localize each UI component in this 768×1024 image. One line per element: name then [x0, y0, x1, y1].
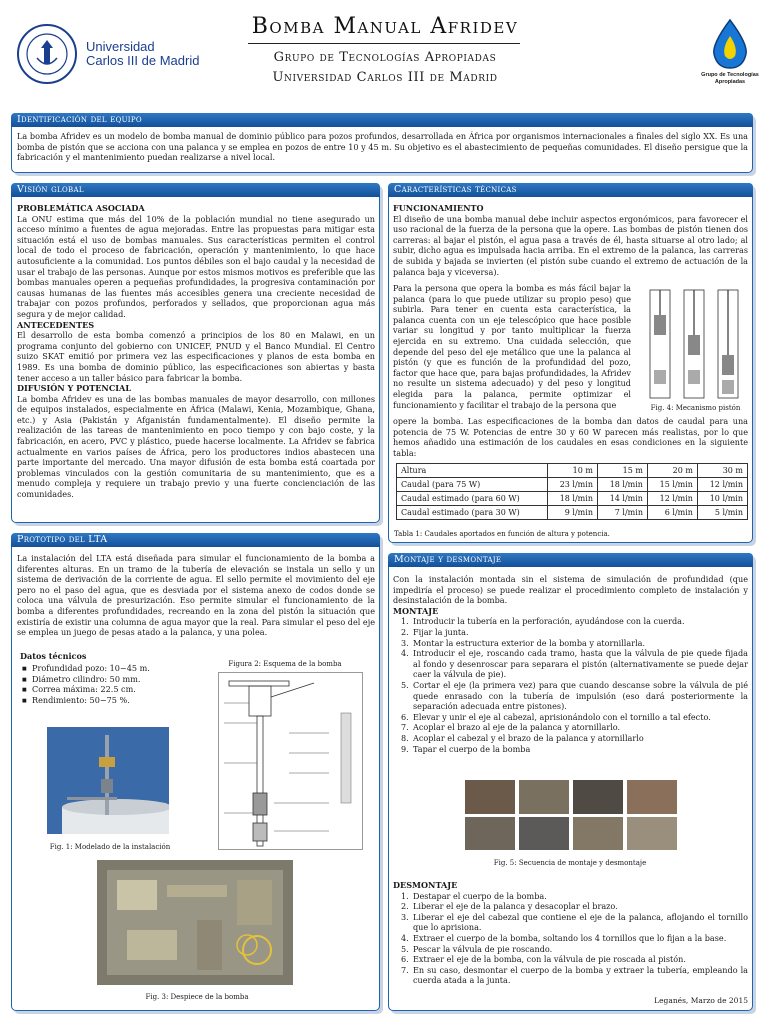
- datos-item: ■ Correa máxima: 22.5 cm.: [20, 684, 200, 695]
- sequence-photo: [465, 817, 515, 850]
- table-cell: 18 l/min: [597, 478, 647, 492]
- table-header-row: [397, 464, 748, 478]
- desmontaje-title: DESMONTAJE: [393, 880, 458, 890]
- footer-place-date: Leganés, Marzo de 2015: [654, 996, 748, 1005]
- montaje-heading: Montaje y desmontaje: [388, 553, 753, 567]
- sequence-photo: [573, 780, 623, 814]
- datos-tecnicos: [20, 651, 200, 705]
- table-cell: 14 l/min: [597, 492, 647, 506]
- montaje-step: Montar la estructura exterior de la bomba y atornillarla.: [413, 637, 646, 648]
- table-cell: Caudal (para 75 W): [397, 478, 548, 492]
- desmontaje-step: Destapar el cuerpo de la bomba.: [413, 890, 547, 901]
- antecedentes-title: ANTECEDENTES: [17, 319, 95, 330]
- desmontaje-step: Extraer el eje de la bomba, con la válvula de pie roscada al pistón.: [413, 954, 686, 965]
- table-cell: 10 l/min: [697, 492, 747, 506]
- identificacion-text: La bomba Afridev es un modelo de bomba manual de dominio público para pozos profundos, desarrollada en África por organismos internacionales a finales del siglo XX. Es una bomba de pistón que se acciona con una palanca y se emplea en pozos de entre 10 y 45 m. Su objetivo es el abastecimiento de pequeñas comunidades. El diseño persigue que la fabricación y el mantenimiento puedan realizarse a nivel local.: [17, 131, 748, 163]
- funcionamiento-title: FUNCIONAMIENTO: [393, 203, 484, 213]
- antecedentes-text: El desarrollo de esta bomba comenzó a principios de los 80 en Malawi, en un programa conjunto del gobierno con UNICEF, PNUD y el Banco Mundial. El Centro suizo SKAT emitió por primera vez las especificaciones y planos de esta bomba en 1989. Es una bomba de dominio público, las especificaciones son abiertas y basta tener acceso a un taller básico para fabricar la bomba.: [17, 330, 375, 383]
- vision-body: [17, 203, 375, 500]
- prototipo-text: La instalación del LTA está diseñada para simular el funcionamiento de la bomba a diferentes alturas. En un tramo de la tubería de elevación se instala un sello y un sistema de derivación de la corriente de agua. El sello permite el movimiento del eje pero no el paso del agua, que es desviada por el sistema anexo de codos donde se coloca una válvula de presurización. Eso permite simular el funcionamiento de la bomba a diferentes profundidades, recreando en la zona del pistón la situación que existiría de existir una columna de agua mayor que la real. Para simular el peso del eje se emplea un juego de pesas atado a la palanca, y una polea.: [17, 553, 375, 638]
- desmontaje-step: Liberar el eje de la palanca y desacoplar el brazo.: [413, 901, 618, 912]
- water-drop-icon: [708, 18, 752, 70]
- sequence-photo: [519, 817, 569, 850]
- university-seal: [17, 24, 77, 84]
- table-header-cell: Altura: [397, 464, 548, 478]
- desmontaje-body: [393, 880, 748, 986]
- datos-item: ■ Diámetro cilindro: 50 mm.: [20, 674, 200, 685]
- datos-item: ■ Profundidad pozo: 10−45 m.: [20, 663, 200, 674]
- montaje-title: MONTAJE: [393, 605, 439, 616]
- gta-line-1: Grupo de Tecnologías: [701, 72, 759, 78]
- desmontaje-step: Extraer el cuerpo de la bomba, soltando los 4 tornillos que lo fijan a la base.: [413, 932, 727, 943]
- title-rule: [248, 43, 520, 44]
- gta-logo: [700, 18, 760, 88]
- table-cell: 9 l/min: [548, 506, 598, 520]
- desmontaje-step: Pescar la válvula de pie roscando.: [413, 943, 553, 954]
- funcionamiento-p2a: Para la persona que opera la bomba es más fácil bajar la palanca (para lo que puede utilizar su propio peso) que subirla. Para tener en cuenta esta característica, la palanca cuenta con un eje telescópico que hace posible variar su longitud y por tanto multiplicar la fuerza ejercida en su extremo. Una cuidada selección, que depende del peso del eje metálico que une la palanca al pistón (y que es función de la profundidad del pozo, factor que hace que, para bajas profundidades, la Afridev no resulte un sistema adecuado) y del peso y longitud elegida para la palanca, permite optimizar el funcionamiento y facilitar el trabajo de la persona que: [393, 283, 631, 410]
- gta-logo-text: [700, 72, 760, 85]
- prototipo-heading: Prototipo del LTA: [11, 533, 380, 547]
- gta-line-2: Apropiadas: [714, 78, 746, 85]
- table-cell: 6 l/min: [647, 506, 697, 520]
- difusion-title: DIFUSIÓN Y POTENCIAL: [17, 383, 132, 394]
- desmontaje-step: En su caso, desmontar el cuerpo de la bomba y extraer la tubería, empleando la cuerda atada a la junta.: [413, 964, 748, 986]
- fig2-diagram: [218, 672, 363, 850]
- datos-list: [20, 663, 200, 705]
- table-caption: Tabla 1: Caudales aportados en función de altura y potencia.: [394, 530, 610, 538]
- datos-item: ■ Rendimiento: 50−75 %.: [20, 695, 200, 706]
- identificacion-heading: Identificación del equipo: [11, 113, 753, 127]
- montaje-step: Introducir la tubería en la perforación, ayudándose con la cuerda.: [413, 616, 685, 627]
- caracteristicas-heading: Características técnicas: [388, 183, 753, 197]
- montaje-step: Fijar la junta.: [413, 626, 469, 637]
- sequence-photo: [573, 817, 623, 850]
- uni-line-1: Universidad: [86, 39, 155, 54]
- poster-subtitle-1: Grupo de Tecnologías Apropiadas: [273, 50, 497, 65]
- uni-line-2: Carlos III de Madrid: [86, 53, 200, 68]
- table-cell: 12 l/min: [697, 478, 747, 492]
- fig4-caption: Fig. 4: Mecanismo pistón: [650, 404, 741, 412]
- difusion-text: La bomba Afridev es una de las bombas manuales de mayor desarrollo, con millones de equipos instalados, especialmente en África (Malawi, Kenia, Mozambique, Ghana, etc.) y Asia (Pakistán y Afganistán fundamentalmente). El diseño permite la realización de las tareas de mantenimiento en poco tiempo y con bajo coste, y la fabricación, en acero, PVC y plástico, puede hacerse localmente. La Afridev se fabrica actualmente en varios países de África, pero los productores indios abastecen una parte importante del mercado. Una mayor difusión de esta bomba está coartada por problemas vinculados con la gestión comunitaria de su mantenimiento, que es a menudo compleja y requiere un trabajo previo y una fuerte concienciación de las comunidades.: [17, 393, 375, 500]
- table-row: [397, 506, 748, 520]
- fig1-image: [47, 727, 169, 834]
- fig1-caption: Fig. 1: Modelado de la instalación: [49, 843, 171, 851]
- table-cell: Caudal estimado (para 60 W): [397, 492, 548, 506]
- montaje-step: Introducir el eje, roscando cada tramo, hasta que la válvula de pie quede fijada al fondo y desenroscar para separara el pistón (alternativamente se puede dejar caer la válvula de pie).: [413, 648, 748, 680]
- montaje-step: Acoplar el cabezal y el brazo de la palanca y atornillarlo: [413, 732, 644, 743]
- funcionamiento-p2b: opere la bomba. Las especificaciones de la bomba dan datos de caudal para una potencia de 75 W. Potencias de entre 30 y 60 W parecen más realistas, por lo que hemos añadido una estimación de los caudales en esas condiciones en la siguiente tabla:: [393, 416, 748, 458]
- desmontaje-steps: [393, 891, 748, 986]
- table-cell: Caudal estimado (para 30 W): [397, 506, 548, 520]
- poster-subtitle-2: Universidad Carlos III de Madrid: [272, 70, 498, 85]
- montaje-step: Tapar el cuerpo de la bomba: [413, 743, 531, 754]
- fig5-caption: Fig. 5: Secuencia de montaje y desmontaje: [493, 859, 647, 867]
- table-cell: 15 l/min: [647, 478, 697, 492]
- desmontaje-step: Liberar el eje del cabezal que contiene el eje de la palanca, aflojando el tornillo que lo aprisiona.: [413, 911, 748, 933]
- table-cell: 7 l/min: [597, 506, 647, 520]
- table-row: [397, 478, 748, 492]
- funcionamiento-p1: El diseño de una bomba manual debe incluir aspectos ergonómicos, para favorecer el uso racional de la fuerza de la persona que la opere. Las bombas de pistón tienen dos carreras: al bajar el pistón, el agua pasa a través de él, hasta situarse al otro lado; al subir, dicho agua es impulsada hacia arriba. En el extremo de la palanca, las carreras de subida y bajada se invierten (el pistón sube cuando el extremo de actuación de la palanca baja y viceversa).: [393, 213, 748, 277]
- problematica-text: La ONU estima que más del 10% de la población mundial no tiene asegurado un acceso mínimo a fuentes de agua mejoradas. Entre las propuestas para mitigar esta situación está el uso de bombas manuales. Sus características permiten el control local de todo el proceso de fabricación, operación y mantenimiento, lo que hace autosuficiente a la comunidad. Los puntos débiles son el bajo caudal y la necesidad de usar el trabajo de las personas. Aunque por estos mismos motivos es preferible que las bombas manuales operen a pequeñas profundidades, la progresiva contaminación por causas humanas de las fuentes más accesibles genera una creciente necesidad de trabajar con pozos profundos, perforados y sellados, que proporcionan agua más segura y de mejor calidad.: [17, 213, 376, 319]
- sequence-photo: [627, 780, 677, 814]
- table-header-cell: 30 m: [697, 464, 747, 478]
- poster-title: Bomba Manual Afridev: [251, 14, 519, 39]
- fig2-caption: Figura 2: Esquema de la bomba: [228, 660, 342, 668]
- sequence-photo: [627, 817, 677, 850]
- table-header-cell: 20 m: [647, 464, 697, 478]
- fig3-caption: Fig. 3: Despiece de la bomba: [145, 993, 249, 1001]
- montaje-step: Cortar el eje (la primera vez) para que cuando descanse sobre la válvula de pié quede enrasado con la tubería de impulsión (eso dará posteriormente la separación adecuada entre pistones).: [413, 679, 748, 712]
- table-header-cell: 10 m: [548, 464, 598, 478]
- table-cell: 5 l/min: [697, 506, 747, 520]
- sequence-photo: [465, 780, 515, 814]
- datos-title: Datos técnicos: [20, 651, 87, 661]
- university-name: [86, 40, 199, 68]
- table-header-cell: 15 m: [597, 464, 647, 478]
- montaje-intro: Con la instalación montada sin el sistema de simulación de profundidad (que impediría el proceso) se puede realizar el procedimiento completo de instalación y desinstalación de la bomba.: [393, 574, 748, 606]
- montaje-step: Elevar y unir el eje al cabezal, aprisionándolo con el tornillo a tal efecto.: [413, 711, 711, 722]
- fig5-sequence: [465, 780, 680, 850]
- sequence-photo: [519, 780, 569, 814]
- table-row: [397, 492, 748, 506]
- fig3-image: [97, 860, 293, 985]
- montaje-steps: [393, 616, 748, 754]
- caracteristicas-body: [393, 203, 748, 277]
- montaje-body: [393, 574, 748, 754]
- problematica-title: PROBLEMÁTICA ASOCIADA: [17, 203, 145, 213]
- vision-heading: Visión global: [11, 183, 380, 197]
- caudal-table: [396, 463, 748, 520]
- montaje-step: Acoplar el brazo al eje de la palanca y atornillarlo.: [413, 722, 621, 733]
- table-cell: 23 l/min: [548, 478, 598, 492]
- table-cell: 18 l/min: [548, 492, 598, 506]
- table-cell: 12 l/min: [647, 492, 697, 506]
- fig4-diagram: [640, 285, 750, 403]
